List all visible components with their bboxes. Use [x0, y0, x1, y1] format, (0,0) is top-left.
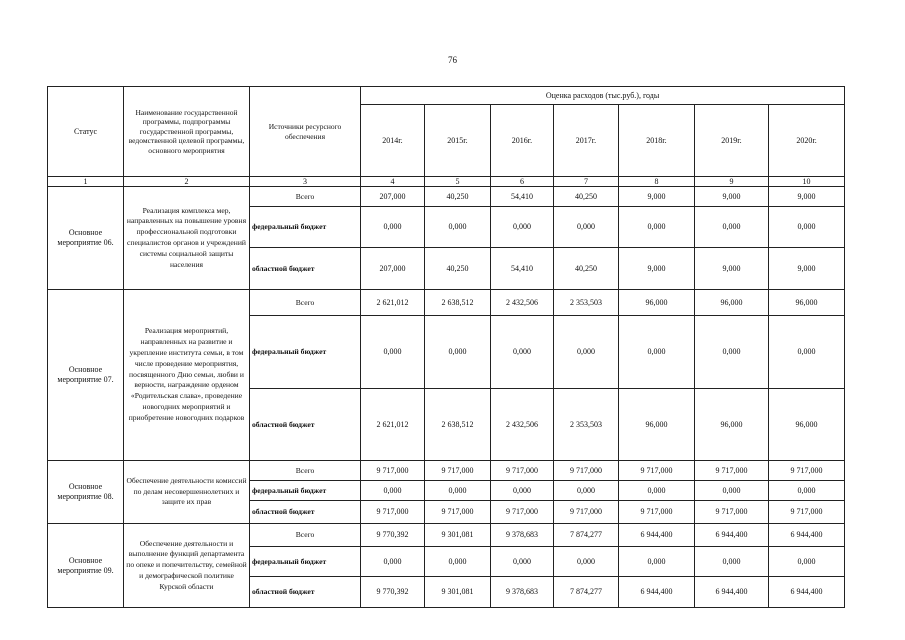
- column-index: 10: [769, 177, 845, 187]
- expense-value: 0,000: [491, 207, 554, 248]
- expense-value: 0,000: [695, 207, 769, 248]
- expense-value: 2 432,506: [491, 389, 554, 461]
- expense-value: 9,000: [695, 248, 769, 290]
- header-year: 2018г.: [619, 105, 695, 177]
- column-index: 9: [695, 177, 769, 187]
- expense-value: 0,000: [769, 316, 845, 389]
- expense-value: 6 944,400: [769, 577, 845, 608]
- expense-value: 6 944,400: [695, 524, 769, 547]
- expense-value: 9 717,000: [361, 461, 425, 481]
- page-number: 76: [448, 55, 457, 65]
- table-row: [48, 524, 845, 547]
- expense-value: 0,000: [425, 207, 491, 248]
- expense-value: 0,000: [425, 481, 491, 501]
- column-index: 8: [619, 177, 695, 187]
- expense-value: 9 717,000: [425, 501, 491, 524]
- funding-source: областной бюджет: [250, 501, 361, 524]
- activity-name: Реализация мероприятий, направленных на развитие и укрепление института семьи, в том числе проведение мероприятия, посвященного Дню семьи, любви и верности, награждение орденом «Родительская слава», проведение новогодних мероприятий и приобретение новогодних подарков: [124, 290, 250, 461]
- table-body: [48, 187, 845, 608]
- expense-value: 54,410: [491, 187, 554, 207]
- expense-value: 0,000: [619, 481, 695, 501]
- column-index: 2: [124, 177, 250, 187]
- expense-value: 0,000: [619, 547, 695, 577]
- column-index: 6: [491, 177, 554, 187]
- funding-source: Всего: [250, 524, 361, 547]
- header-year: 2015г.: [425, 105, 491, 177]
- expense-value: 96,000: [619, 290, 695, 316]
- expense-value: 6 944,400: [769, 524, 845, 547]
- expense-value: 9 717,000: [695, 501, 769, 524]
- header-year: 2014г.: [361, 105, 425, 177]
- expense-value: 0,000: [554, 207, 619, 248]
- expense-value: 6 944,400: [619, 524, 695, 547]
- expense-value: 9 717,000: [491, 501, 554, 524]
- expense-value: 9,000: [619, 248, 695, 290]
- expense-value: 7 874,277: [554, 524, 619, 547]
- expense-value: 0,000: [361, 547, 425, 577]
- funding-source: областной бюджет: [250, 577, 361, 608]
- activity-status: Основное мероприятие 08.: [48, 461, 124, 524]
- expense-value: 0,000: [695, 316, 769, 389]
- expense-value: 9 717,000: [425, 461, 491, 481]
- expense-value: 9 770,392: [361, 524, 425, 547]
- expense-value: 0,000: [695, 481, 769, 501]
- expense-value: 9 378,683: [491, 577, 554, 608]
- column-index: 7: [554, 177, 619, 187]
- expense-value: 207,000: [361, 187, 425, 207]
- activity-name: Обеспечение деятельности и выполнение функций департамента по опеке и попечительству, семейной и демографической политике Курской области: [124, 524, 250, 608]
- funding-source: областной бюджет: [250, 248, 361, 290]
- expense-value: 9 717,000: [769, 501, 845, 524]
- expense-value: 96,000: [695, 290, 769, 316]
- expense-value: 0,000: [361, 481, 425, 501]
- expense-value: 9 717,000: [619, 501, 695, 524]
- table-row: [48, 187, 845, 207]
- expense-value: 0,000: [554, 481, 619, 501]
- expense-value: 0,000: [619, 207, 695, 248]
- expense-value: 40,250: [425, 187, 491, 207]
- column-index: 4: [361, 177, 425, 187]
- expense-value: 0,000: [491, 547, 554, 577]
- table-row: [48, 290, 845, 316]
- header-year: 2020г.: [769, 105, 845, 177]
- expense-value: 0,000: [769, 481, 845, 501]
- expense-value: 2 621,012: [361, 290, 425, 316]
- expense-value: 6 944,400: [619, 577, 695, 608]
- column-index: 3: [250, 177, 361, 187]
- expense-value: 9,000: [769, 248, 845, 290]
- activity-status: Основное мероприятие 09.: [48, 524, 124, 608]
- expense-value: 0,000: [425, 547, 491, 577]
- expense-value: 0,000: [554, 316, 619, 389]
- expense-value: 2 638,512: [425, 389, 491, 461]
- expense-value: 9 717,000: [554, 501, 619, 524]
- funding-source: федеральный бюджет: [250, 207, 361, 248]
- header-sources: Источники ресурсного обеспечения: [250, 87, 361, 177]
- expense-value: 9 717,000: [619, 461, 695, 481]
- expense-value: 2 353,503: [554, 389, 619, 461]
- expense-value: 2 621,012: [361, 389, 425, 461]
- expense-value: 0,000: [361, 316, 425, 389]
- expense-value: 9 717,000: [361, 501, 425, 524]
- expense-value: 40,250: [554, 248, 619, 290]
- expense-value: 0,000: [491, 481, 554, 501]
- header-year: 2019г.: [695, 105, 769, 177]
- expense-value: 2 353,503: [554, 290, 619, 316]
- expense-value: 96,000: [769, 290, 845, 316]
- expense-value: 96,000: [695, 389, 769, 461]
- expense-value: 0,000: [769, 547, 845, 577]
- expense-value: 7 874,277: [554, 577, 619, 608]
- funding-source: федеральный бюджет: [250, 481, 361, 501]
- expense-value: 6 944,400: [695, 577, 769, 608]
- expense-value: 9 378,683: [491, 524, 554, 547]
- expense-value: 0,000: [695, 547, 769, 577]
- activity-name: Обеспечение деятельности комиссий по делам несовершеннолетних и защите их прав: [124, 461, 250, 524]
- expense-value: 0,000: [491, 316, 554, 389]
- expense-value: 9 770,392: [361, 577, 425, 608]
- activity-name: Реализация комплекса мер, направленных на повышение уровня профессиональной подготовки специалистов органов и учреждений системы социальной защиты населения: [124, 187, 250, 290]
- expense-value: 9 717,000: [491, 461, 554, 481]
- header-estimate: Оценка расходов (тыс.руб.), годы: [361, 87, 845, 105]
- expense-value: 0,000: [769, 207, 845, 248]
- column-index: 1: [48, 177, 124, 187]
- expense-value: 2 638,512: [425, 290, 491, 316]
- expense-value: 9 301,081: [425, 577, 491, 608]
- expenditure-table: [47, 86, 845, 608]
- expense-value: 54,410: [491, 248, 554, 290]
- header-year: 2017г.: [554, 105, 619, 177]
- header-status: Статус: [48, 87, 124, 177]
- expense-value: 9 717,000: [554, 461, 619, 481]
- header-year: 2016г.: [491, 105, 554, 177]
- activity-status: Основное мероприятие 07.: [48, 290, 124, 461]
- expense-value: 9 717,000: [695, 461, 769, 481]
- expense-value: 9,000: [619, 187, 695, 207]
- header-name: Наименование государственной программы, подпрограммы государственной программы, ведомственной целевой программы, основного мероприятия: [124, 87, 250, 177]
- expense-value: 0,000: [361, 207, 425, 248]
- funding-source: федеральный бюджет: [250, 316, 361, 389]
- expense-value: 9 301,081: [425, 524, 491, 547]
- funding-source: федеральный бюджет: [250, 547, 361, 577]
- funding-source: областной бюджет: [250, 389, 361, 461]
- expense-value: 96,000: [769, 389, 845, 461]
- expense-value: 9,000: [769, 187, 845, 207]
- expense-value: 0,000: [619, 316, 695, 389]
- expense-value: 207,000: [361, 248, 425, 290]
- expense-value: 96,000: [619, 389, 695, 461]
- expense-value: 9,000: [695, 187, 769, 207]
- funding-source: Всего: [250, 290, 361, 316]
- expense-value: 40,250: [425, 248, 491, 290]
- expense-value: 2 432,506: [491, 290, 554, 316]
- table-row: [48, 461, 845, 481]
- expense-value: 0,000: [425, 316, 491, 389]
- expense-value: 0,000: [554, 547, 619, 577]
- activity-status: Основное мероприятие 06.: [48, 187, 124, 290]
- funding-source: Всего: [250, 461, 361, 481]
- expense-value: 40,250: [554, 187, 619, 207]
- column-index: 5: [425, 177, 491, 187]
- expense-value: 9 717,000: [769, 461, 845, 481]
- funding-source: Всего: [250, 187, 361, 207]
